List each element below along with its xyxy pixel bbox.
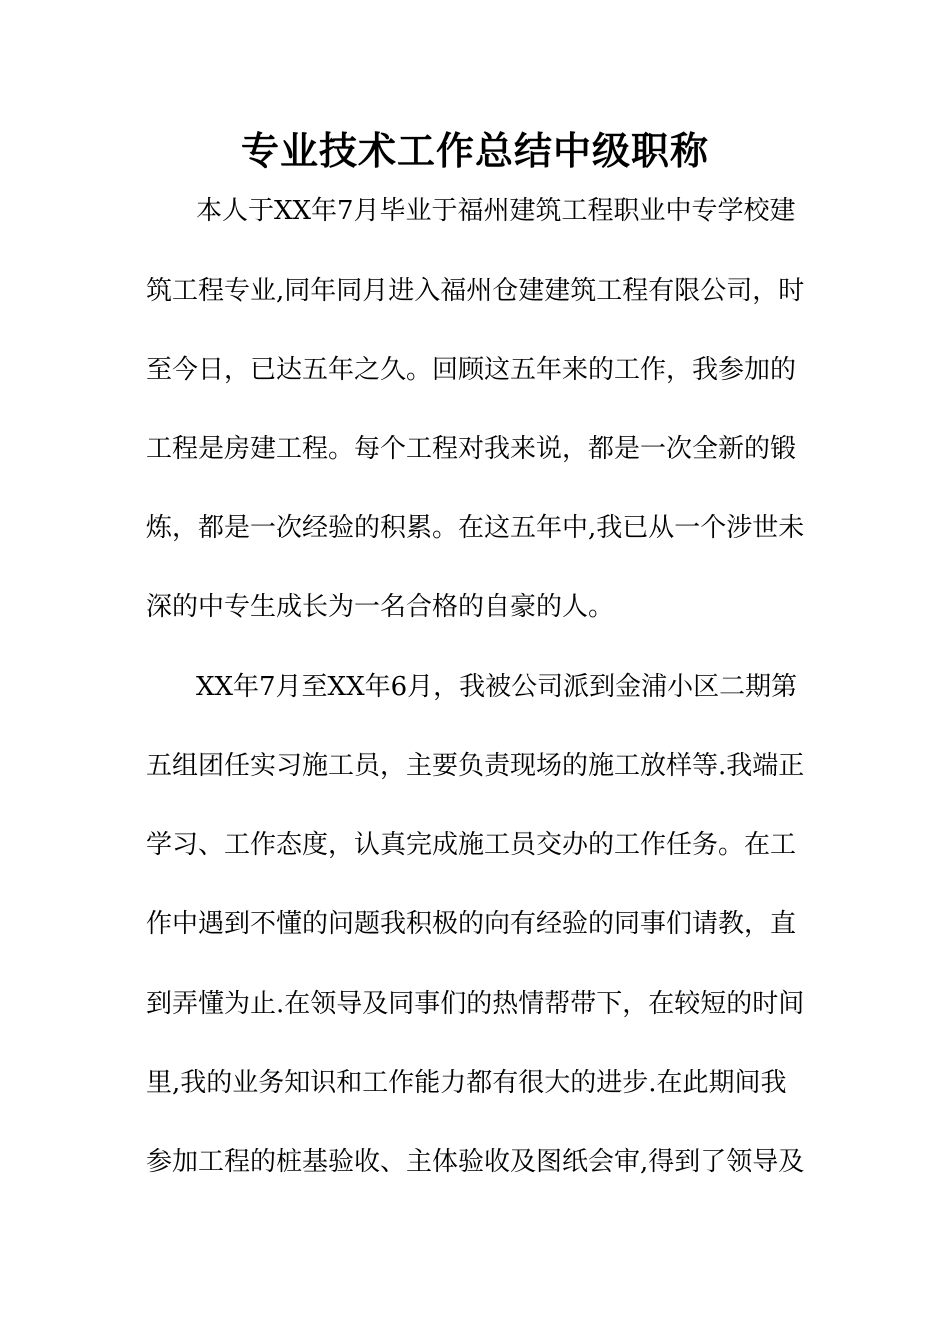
paragraph-line: 本人于XX年7月毕业于福州建筑工程职业中专学校建 [196,196,796,226]
paragraph-line: 至今日，已达五年之久。回顾这五年来的工作，我参加的 [146,355,797,385]
paragraph-line: 学习、工作态度，认真完成施工员交办的工作任务。在工 [146,830,797,860]
paragraph-line: 工程是房建工程。每个工程对我来说，都是一次全新的锻 [146,434,797,464]
paragraph-line: 里,我的业务知识和工作能力都有很大的进步.在此期间我 [146,1068,787,1098]
paragraph-line: 五组团任实习施工员，主要负责现场的施工放样等.我端正 [146,751,805,781]
paragraph-line: XX年7月至XX年6月，我被公司派到金浦小区二期第 [196,672,798,702]
paragraph-line: 筑工程专业,同年同月进入福州仓建建筑工程有限公司，时 [146,276,805,306]
paragraph-line: 深的中专生成长为一名合格的自豪的人。 [146,592,615,622]
paragraph-line: 到弄懂为止.在领导及同事们的热情帮带下，在较短的时间 [146,989,805,1019]
paragraph-line: 炼，都是一次经验的积累。在这五年中,我已从一个涉世未 [146,513,805,543]
paragraph-line: 参加工程的桩基验收、主体验收及图纸会审,得到了领导及 [146,1147,805,1177]
paragraph-line: 作中遇到不懂的问题我积极的向有经验的同事们请教，直 [146,909,797,939]
document-title: 专业技术工作总结中级职称 [240,129,709,173]
